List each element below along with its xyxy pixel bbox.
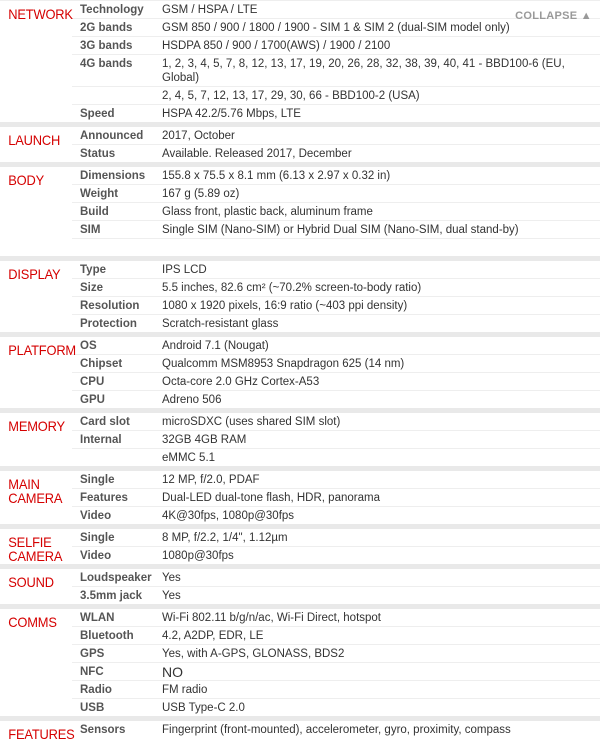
spec-value: 1080p@30fps (162, 550, 234, 562)
spec-value: Available. Released 2017, December (162, 148, 352, 160)
spec-rows (72, 569, 600, 604)
spec-row (72, 449, 600, 466)
spec-row (72, 355, 600, 373)
spec-row (72, 431, 600, 449)
spec-rows (72, 529, 600, 564)
spec-label: Technology (80, 4, 144, 16)
spec-row (72, 373, 600, 391)
spec-value: NO (162, 664, 183, 680)
spec-label: 4G bands (80, 58, 133, 70)
spec-row (72, 489, 600, 507)
spec-label: Card slot (80, 416, 130, 428)
spec-row (72, 663, 600, 681)
spec-row (72, 185, 600, 203)
spec-row (72, 471, 600, 489)
spec-rows (72, 721, 600, 741)
spec-value: Qualcomm MSM8953 Snapdragon 625 (14 nm) (162, 358, 405, 370)
spec-label: WLAN (80, 612, 115, 624)
spec-row (72, 203, 600, 221)
spec-row (72, 261, 600, 279)
spec-label: Bluetooth (80, 630, 134, 642)
collapse-toggle[interactable]: COLLAPSE ▲ (515, 10, 592, 22)
spec-row (72, 413, 600, 431)
section-launch (0, 122, 600, 162)
spec-row (72, 645, 600, 663)
spec-row (72, 55, 600, 87)
spec-value: Wi-Fi 802.11 b/g/n/ac, Wi-Fi Direct, hotspot (162, 612, 381, 624)
spec-rows (72, 471, 600, 524)
spec-label: Chipset (80, 358, 123, 370)
spec-row (72, 145, 600, 162)
spec-value: Android 7.1 (Nougat) (162, 340, 269, 352)
spec-row (72, 279, 600, 297)
spec-label: Single (80, 474, 115, 486)
spec-row (72, 297, 600, 315)
spec-label: Type (80, 264, 106, 276)
spec-value: Octa-core 2.0 GHz Cortex-A53 (162, 376, 320, 388)
spec-value: 8 MP, f/2.2, 1/4", 1.12µm (162, 532, 288, 544)
section-heading: COMMS (8, 614, 57, 630)
spec-label: Features (80, 492, 128, 504)
spec-value: Scratch-resistant glass (162, 318, 279, 330)
spec-label: Radio (80, 684, 112, 696)
spec-label: GPS (80, 648, 105, 660)
spec-value: 4K@30fps, 1080p@30fps (162, 510, 295, 522)
spec-label: SIM (80, 224, 101, 236)
spec-label: Video (80, 510, 112, 522)
section-sound (0, 564, 600, 604)
spec-label: Announced (80, 130, 144, 142)
spec-label: Loudspeaker (80, 572, 152, 584)
spec-value: HSDPA 850 / 900 / 1700(AWS) / 1900 / 2100 (162, 40, 391, 52)
spec-value: GSM / HSPA / LTE (162, 4, 258, 16)
spec-value: USB Type-C 2.0 (162, 702, 245, 714)
spec-value: 2, 4, 5, 7, 12, 13, 17, 29, 30, 66 - BBD100-2 (USA) (162, 90, 420, 102)
spec-label: 2G bands (80, 22, 133, 34)
section-memory (0, 408, 600, 466)
spec-label: NFC (80, 666, 104, 678)
spec-label: OS (80, 340, 97, 352)
spec-value: Dual-LED dual-tone flash, HDR, panorama (162, 492, 380, 504)
spec-row (72, 547, 600, 564)
spec-value: Yes (162, 590, 181, 602)
spec-label: Weight (80, 188, 119, 200)
spec-value: FM radio (162, 684, 208, 696)
spec-row (72, 587, 600, 604)
spec-value (162, 239, 600, 256)
spec-value: 1080 x 1920 pixels, 16:9 ratio (~403 ppi density) (162, 300, 408, 312)
spec-value: Yes (162, 572, 181, 584)
spec-value: 32GB 4GB RAM (162, 434, 247, 446)
section-heading: NETWORK (8, 6, 73, 22)
spec-value: microSDXC (uses shared SIM slot) (162, 416, 341, 428)
section-main-camera (0, 466, 600, 524)
section-heading: PLATFORM (8, 342, 76, 358)
spec-label: 3.5mm jack (80, 590, 143, 602)
spec-value: eMMC 5.1 (162, 452, 216, 464)
spec-row (72, 507, 600, 524)
spec-value: 155.8 x 75.5 x 8.1 mm (6.13 x 2.97 x 0.32 in) (162, 170, 391, 182)
spec-row (72, 221, 600, 239)
spec-value: Adreno 506 (162, 394, 222, 406)
spec-row (72, 391, 600, 408)
spec-value: HSPA 42.2/5.76 Mbps, LTE (162, 108, 301, 120)
section-heading: FEATURES (8, 726, 75, 742)
section-platform (0, 332, 600, 408)
spec-rows (72, 261, 600, 332)
spec-row (72, 315, 600, 332)
spec-row (72, 681, 600, 699)
spec-row (72, 105, 600, 122)
spec-value: 12 MP, f/2.0, PDAF (162, 474, 260, 486)
spec-label: Resolution (80, 300, 140, 312)
section-heading: SOUND (8, 574, 54, 590)
spec-label: Single (80, 532, 115, 544)
spec-label: 3G bands (80, 40, 133, 52)
spec-label: Size (80, 282, 104, 294)
spec-label (72, 239, 162, 256)
spec-value: 1, 2, 3, 4, 5, 7, 8, 12, 13, 17, 19, 20, 26, 28, 32, 38, 39, 40, 41 - BBD100-6 (EU, Global) (162, 58, 565, 84)
spec-label: Build (80, 206, 109, 218)
spec-row (72, 609, 600, 627)
section-display (0, 256, 600, 332)
spec-value: Fingerprint (front-mounted), accelerometer, gyro, proximity, compass (162, 724, 511, 736)
spec-row (72, 87, 600, 105)
spec-label (72, 449, 162, 466)
spec-row (72, 239, 600, 256)
spec-label: Video (80, 550, 112, 562)
spec-value: Glass front, plastic back, aluminum frame (162, 206, 373, 218)
spec-label: Status (80, 148, 116, 160)
spec-row (72, 337, 600, 355)
spec-label: USB (80, 702, 105, 714)
section-heading: MAIN CAMERA (8, 476, 63, 506)
spec-label: Speed (80, 108, 115, 120)
spec-value: 167 g (5.89 oz) (162, 188, 240, 200)
spec-label (72, 87, 162, 104)
spec-value: 5.5 inches, 82.6 cm² (~70.2% screen-to-body ratio) (162, 282, 422, 294)
section-heading: DISPLAY (8, 266, 61, 282)
spec-value: Yes, with A-GPS, GLONASS, BDS2 (162, 648, 345, 660)
spec-label: CPU (80, 376, 105, 388)
spec-value: IPS LCD (162, 264, 207, 276)
spec-rows (72, 609, 600, 716)
spec-value: 4.2, A2DP, EDR, LE (162, 630, 264, 642)
spec-label: Sensors (80, 724, 126, 736)
section-heading: SELFIE CAMERA (8, 534, 63, 564)
spec-value: Single SIM (Nano-SIM) or Hybrid Dual SIM (Nano-SIM, dual stand-by) (162, 224, 519, 236)
spec-row (72, 627, 600, 645)
section-features (0, 716, 600, 741)
spec-label: GPU (80, 394, 105, 406)
spec-row (72, 37, 600, 55)
section-heading: MEMORY (8, 418, 65, 434)
spec-row (72, 569, 600, 587)
spec-row (72, 127, 600, 145)
spec-label: Protection (80, 318, 137, 330)
spec-value: GSM 850 / 900 / 1800 / 1900 - SIM 1 & SIM 2 (dual-SIM model only) (162, 22, 510, 34)
spec-value: 2017, October (162, 130, 235, 142)
section-body (0, 162, 600, 256)
spec-row (72, 721, 600, 738)
section-comms (0, 604, 600, 716)
spec-label: Dimensions (80, 170, 146, 182)
spec-row (72, 167, 600, 185)
section-selfie-camera (0, 524, 600, 564)
section-network (0, 0, 600, 122)
spec-row (72, 699, 600, 716)
spec-rows (72, 337, 600, 408)
spec-row (72, 529, 600, 547)
spec-rows (72, 413, 600, 466)
spec-label: Internal (80, 434, 122, 446)
section-heading: LAUNCH (8, 132, 61, 148)
section-heading: BODY (8, 172, 45, 188)
spec-rows (72, 167, 600, 256)
spec-rows (72, 127, 600, 162)
